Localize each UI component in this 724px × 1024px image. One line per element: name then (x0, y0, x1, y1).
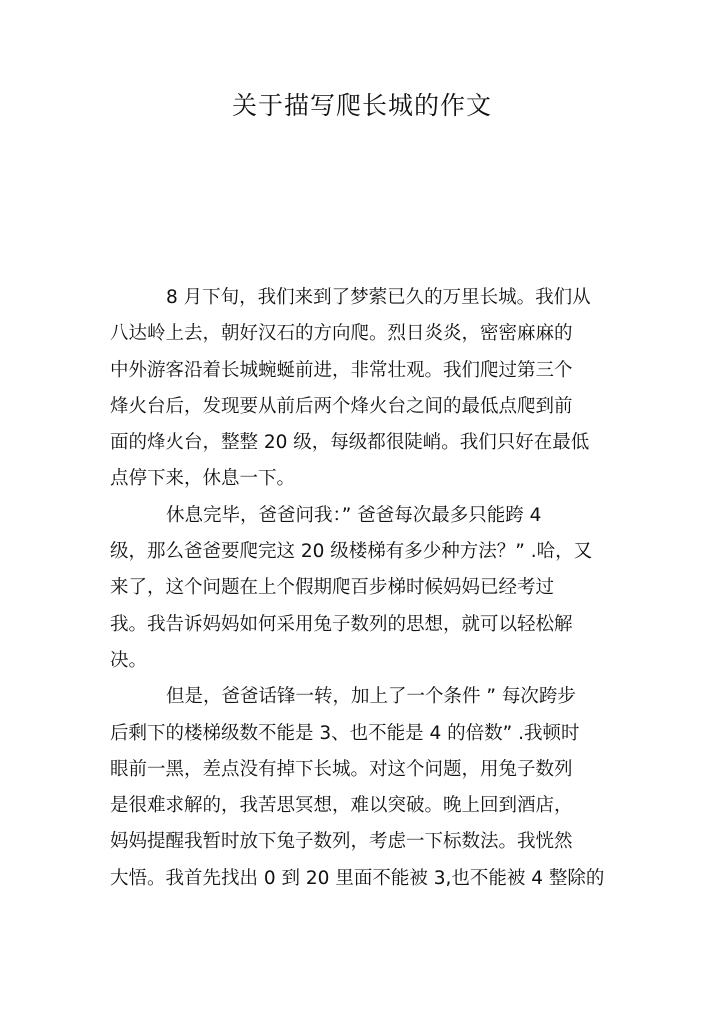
text-line: 眼前一黑，差点没有掉下长城。对这个问题，用兔子数列 (110, 758, 573, 780)
text-line: 我。我告诉妈妈如何采用兔子数列的思想，就可以轻松解 (110, 613, 573, 635)
text-line: 是很难求解的，我苦思冥想，难以突破。晚上回到酒店， (110, 795, 573, 817)
text-line: 后剩下的楼梯级数不能是 3、也不能是 4 的倍数” .我顿时 (110, 722, 580, 744)
paragraph-2 (110, 498, 630, 679)
paragraph-1 (110, 280, 630, 498)
text-line: 八达岭上去，朝好汉石的方向爬。烈日炎炎，密密麻麻的 (110, 323, 573, 345)
text-line: 8 月下旬，我们来到了梦萦已久的万里长城。我们从 (166, 287, 591, 308)
text-line: 妈妈提醒我暂时放下兔子数列，考虑一下标数法。我恍然 (110, 831, 573, 853)
text-line: 但是，爸爸话锋一转，加上了一个条件 ” 每次跨步 (166, 686, 576, 708)
text-line: 点停下来，休息一下。 (110, 468, 296, 490)
text-line: 中外游客沿着长城蜿蜒前进，非常壮观。我们爬过第三个 (110, 359, 573, 381)
text-line: 面的烽火台，整整 20 级，每级都很陡峭。我们只好在最低 (110, 432, 590, 454)
text-line: 休息完毕，爸爸问我：” 爸爸每次最多只能跨 4 (166, 504, 542, 526)
paragraph-3 (110, 679, 630, 897)
document-body (110, 280, 630, 897)
document-title: 关于描写爬长城的作文 (231, 91, 492, 120)
text-line: 决。 (110, 649, 148, 671)
text-line: 大悟。我首先找出 0 到 20 里面不能被 3,也不能被 4 整除的 (110, 867, 605, 889)
text-line: 烽火台后，发现要从前后两个烽火台之间的最低点爬到前 (110, 395, 573, 417)
text-line: 级，那么爸爸要爬完这 20 级楼梯有多少种方法？” .哈，又 (110, 541, 593, 563)
text-line: 来了，这个问题在上个假期爬百步梯时候妈妈已经考过 (110, 577, 555, 599)
